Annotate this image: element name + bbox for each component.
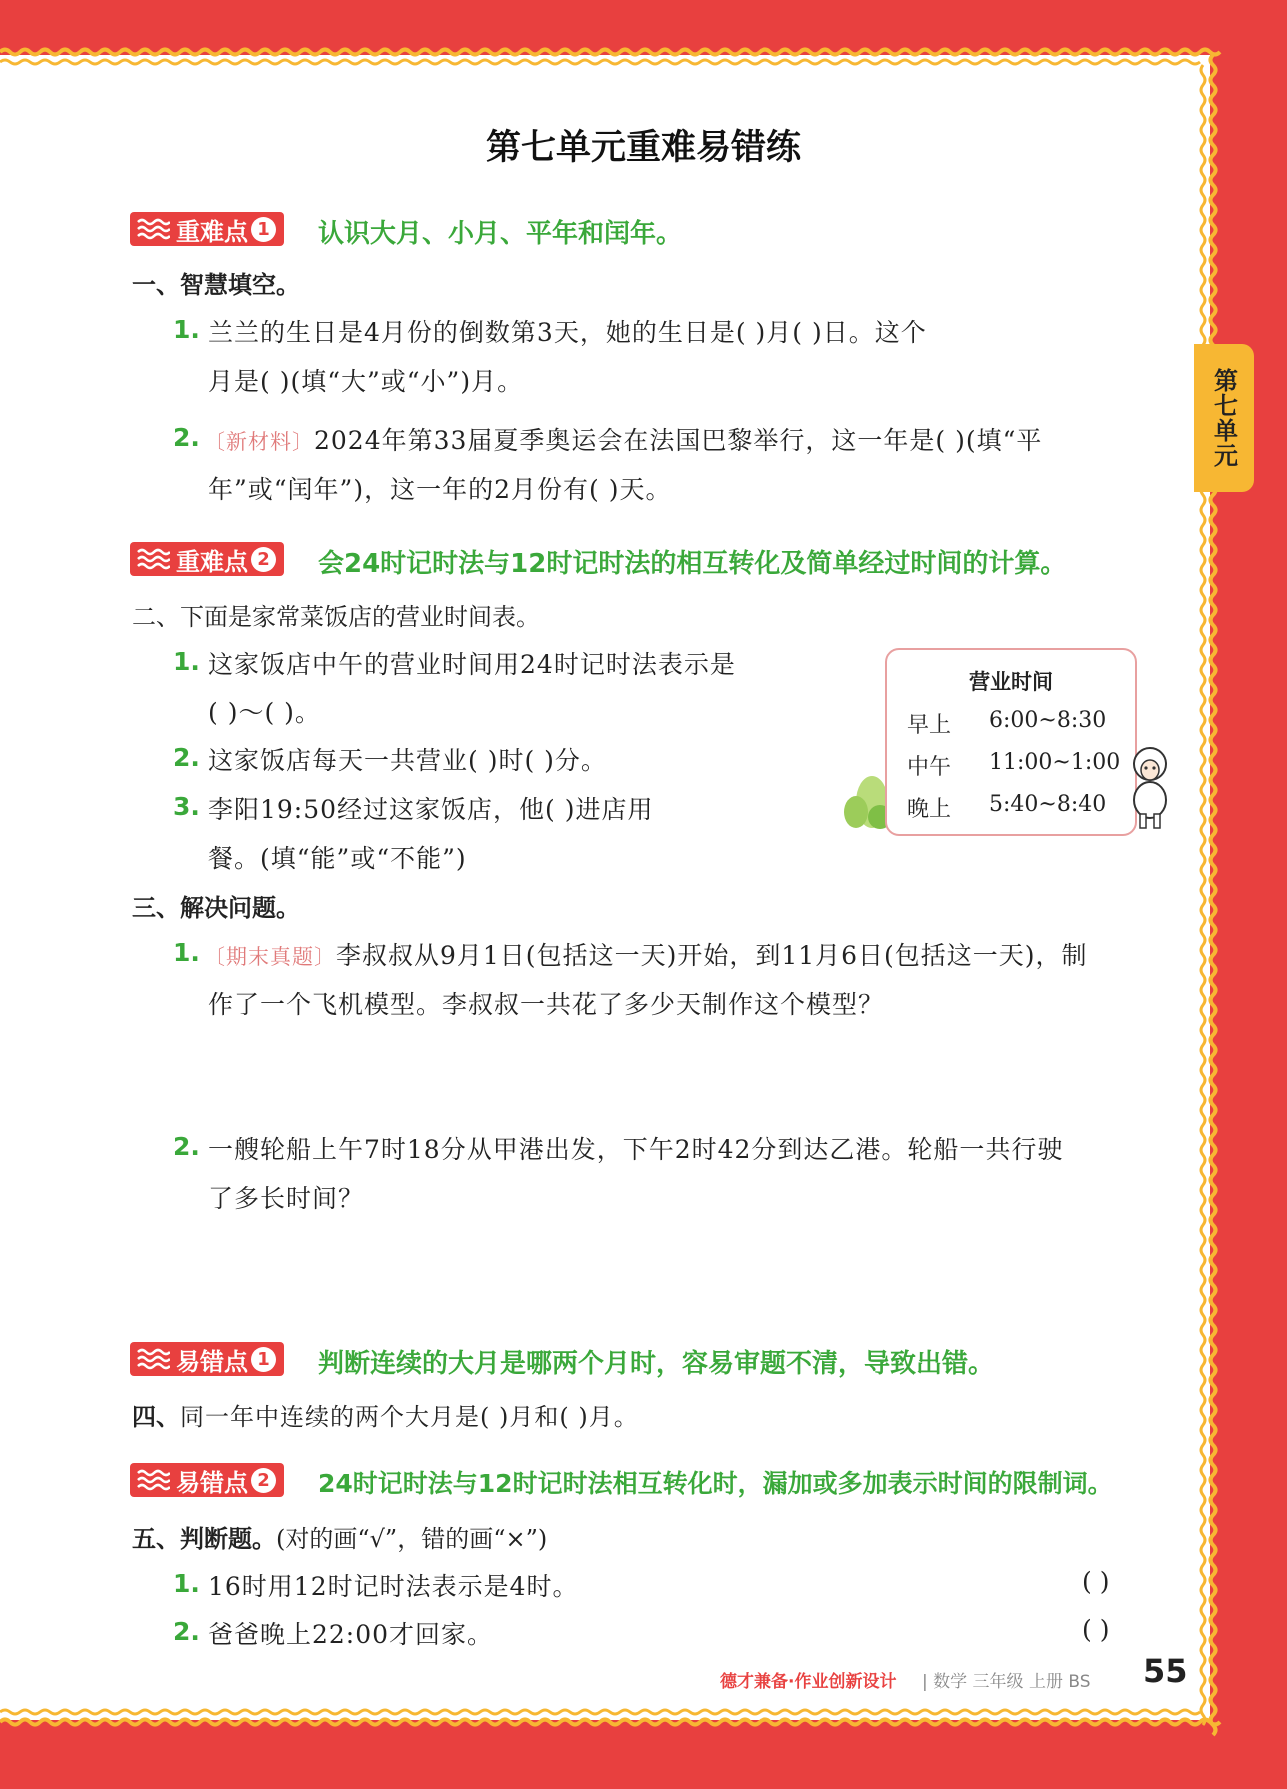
hours-title: 营业时间 — [969, 670, 1053, 694]
error-point-badge-2 — [130, 1463, 284, 1497]
question-text: 这家饭店每天一共营业( )时( )分。 — [208, 746, 607, 775]
question-number: 1. — [173, 647, 200, 676]
wave-lines-icon — [136, 216, 170, 242]
question-number: 2. — [173, 423, 200, 452]
question-text: 月是( )(填“大”或“小”)月。 — [208, 367, 524, 396]
question-number: 1. — [173, 315, 200, 344]
section-2-heading — [132, 597, 540, 632]
hours-row-value: 6:00~8:30 — [989, 708, 1107, 733]
question-text: 李阳19:50经过这家饭店，他( )进店用 — [208, 795, 654, 824]
section-5-note: (对的画“√”，错的画“×”) — [276, 1525, 548, 1553]
question-text-part: 李叔叔从9月1日(包括这一天)开始，到11月6日(包括这一天)，制 — [336, 941, 1088, 970]
badge-number: 1 — [251, 1347, 276, 1372]
sheep-mascot-icon — [1120, 742, 1178, 832]
section-4-heading: 四、 — [132, 1403, 180, 1431]
page-number: 55 — [1143, 1652, 1188, 1690]
exam-question-tag: 〔期末真题〕 — [204, 945, 336, 969]
question-number: 2. — [173, 1617, 200, 1646]
badge-number: 2 — [251, 1468, 276, 1493]
footer-info: | 数学 三年级 上册 BS — [922, 1672, 1091, 1692]
badge-number: 1 — [251, 217, 276, 242]
question-text: 爸爸晚上22:00才回家。 — [208, 1620, 494, 1649]
question-text — [204, 936, 1088, 972]
wave-lines-icon — [136, 1346, 170, 1372]
key-point-text-1: 认识大月、小月、平年和闰年。 — [318, 219, 683, 249]
footer-brand: 德才兼备·作业创新设计 — [720, 1672, 897, 1692]
answer-parentheses[interactable]: ( ) — [1082, 1615, 1110, 1644]
section-4 — [132, 1397, 639, 1432]
error-point-text-2: 24时记时法与12时记时法相互转化时，漏加或多加表示时间的限制词。 — [318, 1469, 1113, 1498]
unit-side-tab — [1194, 344, 1254, 492]
section-5 — [132, 1519, 547, 1554]
hours-row-evening — [907, 792, 1107, 823]
question-text: 年”或“闰年”)，这一年的2月份有( )天。 — [208, 475, 672, 504]
business-hours-card — [885, 648, 1137, 836]
section-5-heading: 五、判断题。 — [132, 1525, 276, 1553]
error-point-text-1: 判断连续的大月是哪两个月时，容易审题不清，导致出错。 — [318, 1349, 995, 1379]
wave-lines-icon — [136, 1467, 170, 1493]
hours-row-value: 5:40~8:40 — [989, 792, 1107, 817]
hours-row-noon — [907, 750, 1121, 781]
new-material-tag: 〔新材料〕 — [204, 430, 314, 454]
page-title: 第七单元重难易错练 — [485, 128, 801, 168]
question-number: 3. — [173, 792, 200, 821]
hours-row-label: 晚上 — [907, 797, 952, 822]
badge-label: 易错点 — [176, 1347, 248, 1376]
question-text: 作了一个飞机模型。李叔叔一共花了多少天制作这个模型？ — [208, 990, 885, 1019]
error-point-badge-1 — [130, 1342, 284, 1376]
question-text-part: 2024年第33届夏季奥运会在法国巴黎举行，这一年是( )(填“平 — [314, 426, 1043, 455]
question-number: 2. — [173, 743, 200, 772]
question-text: 16时用12时记时法表示是4时。 — [208, 1572, 579, 1601]
badge-label: 重难点 — [176, 217, 248, 246]
question-text: ( )～( )。 — [208, 698, 321, 727]
key-point-text-2: 会24时记时法与12时记时法的相互转化及简单经过时间的计算。 — [318, 549, 1067, 579]
section-4-text: 同一年中连续的两个大月是( )月和( )月。 — [180, 1403, 639, 1431]
unit-side-tab-label: 第七单元 — [1209, 368, 1238, 468]
hours-row-morning — [907, 708, 1107, 739]
question-text: 餐。(填“能”或“不能”) — [208, 844, 467, 873]
wave-lines-icon — [136, 546, 170, 572]
question-text: 这家饭店中午的营业时间用24时记时法表示是 — [208, 650, 736, 679]
hours-row-value: 11:00~1:00 — [989, 750, 1121, 775]
hours-row-label: 中午 — [907, 755, 952, 780]
badge-label: 易错点 — [176, 1468, 248, 1497]
section-2-heading-text: 二、下面是家常菜饭店的营业时间表。 — [132, 603, 540, 631]
question-text: 兰兰的生日是4月份的倒数第3天，她的生日是( )月( )日。这个 — [208, 318, 927, 347]
question-number: 2. — [173, 1132, 200, 1161]
hours-row-label: 早上 — [907, 713, 952, 738]
section-3-heading: 三、解决问题。 — [132, 894, 300, 922]
key-point-badge-1 — [130, 212, 284, 246]
question-number: 1. — [173, 938, 200, 967]
question-text: 了多长时间？ — [208, 1184, 365, 1213]
answer-parentheses[interactable]: ( ) — [1082, 1567, 1110, 1596]
section-1-heading: 一、智慧填空。 — [132, 271, 300, 299]
question-text — [204, 421, 1042, 457]
badge-number: 2 — [251, 547, 276, 572]
key-point-badge-2 — [130, 542, 284, 576]
question-text: 一艘轮船上午7时18分从甲港出发，下午2时42分到达乙港。轮船一共行驶 — [208, 1135, 1064, 1164]
badge-label: 重难点 — [176, 547, 248, 576]
question-number: 1. — [173, 1569, 200, 1598]
